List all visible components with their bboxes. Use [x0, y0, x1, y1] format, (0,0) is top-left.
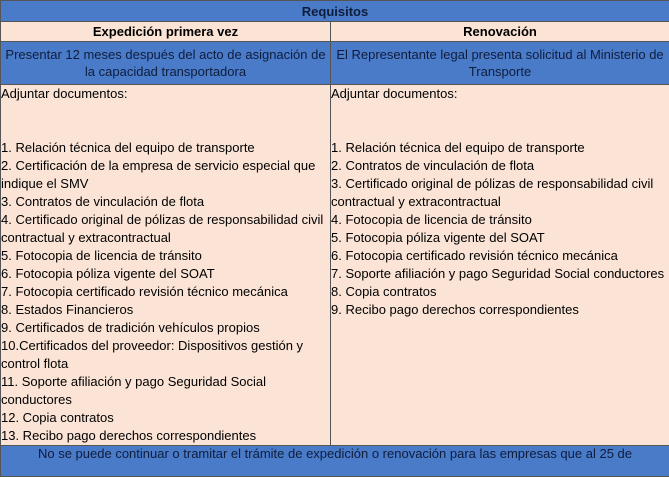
renewal-intro: Adjuntar documentos: — [331, 85, 669, 103]
document-item: 1. Relación técnica del equipo de transporte — [331, 139, 669, 157]
document-item: 7. Fotocopia certificado revisión técnico mecánica — [1, 283, 330, 301]
document-item: 9. Recibo pago derechos correspondientes — [331, 301, 669, 319]
document-item: 8. Estados Financieros — [1, 301, 330, 319]
renewal-document-list — [331, 139, 669, 319]
document-item: 9. Certificados de tradición vehículos propios — [1, 319, 330, 337]
first-issue-documents-cell — [1, 85, 331, 446]
footer-note: No se puede continuar o tramitar el trámite de expedición o renovación para las empresas que al 25 de — [1, 446, 669, 477]
document-item: 2. Certificación de la empresa de servicio especial que indique el SMV — [1, 157, 330, 193]
document-item: 3. Certificado original de pólizas de responsabilidad civil contractual y extracontractual — [331, 175, 669, 211]
document-item: 4. Certificado original de pólizas de responsabilidad civil contractual y extracontractual — [1, 211, 330, 247]
document-item: 5. Fotocopia de licencia de tránsito — [1, 247, 330, 265]
document-item: 10.Certificados del proveedor: Dispositivos gestión y control flota — [1, 337, 330, 373]
document-item: 6. Fotocopia póliza vigente del SOAT — [1, 265, 330, 283]
first-issue-document-list — [1, 139, 330, 445]
first-issue-intro: Adjuntar documentos: — [1, 85, 330, 103]
renewal-documents-cell — [331, 85, 669, 446]
first-issue-description: Presentar 12 meses después del acto de asignación de la capacidad transportadora — [1, 42, 331, 85]
document-item: 6. Fotocopia certificado revisión técnico mecánica — [331, 247, 669, 265]
document-item: 5. Fotocopia póliza vigente del SOAT — [331, 229, 669, 247]
document-item: 2. Contratos de vinculación de flota — [331, 157, 669, 175]
header-first-issue: Expedición primera vez — [1, 22, 331, 42]
document-item: 4. Fotocopia de licencia de tránsito — [331, 211, 669, 229]
document-item: 3. Contratos de vinculación de flota — [1, 193, 330, 211]
document-item: 11. Soporte afiliación y pago Seguridad Social conductores — [1, 373, 330, 409]
renewal-description: El Representante legal presenta solicitud al Ministerio de Transporte — [331, 42, 669, 85]
document-item: 1. Relación técnica del equipo de transporte — [1, 139, 330, 157]
header-renewal: Renovación — [331, 22, 669, 42]
document-item: 13. Recibo pago derechos correspondientes — [1, 427, 330, 445]
document-item: 7. Soporte afiliación y pago Seguridad Social conductores — [331, 265, 669, 283]
document-item: 8. Copia contratos — [331, 283, 669, 301]
document-item: 12. Copia contratos — [1, 409, 330, 427]
table-title: Requisitos — [1, 1, 669, 22]
